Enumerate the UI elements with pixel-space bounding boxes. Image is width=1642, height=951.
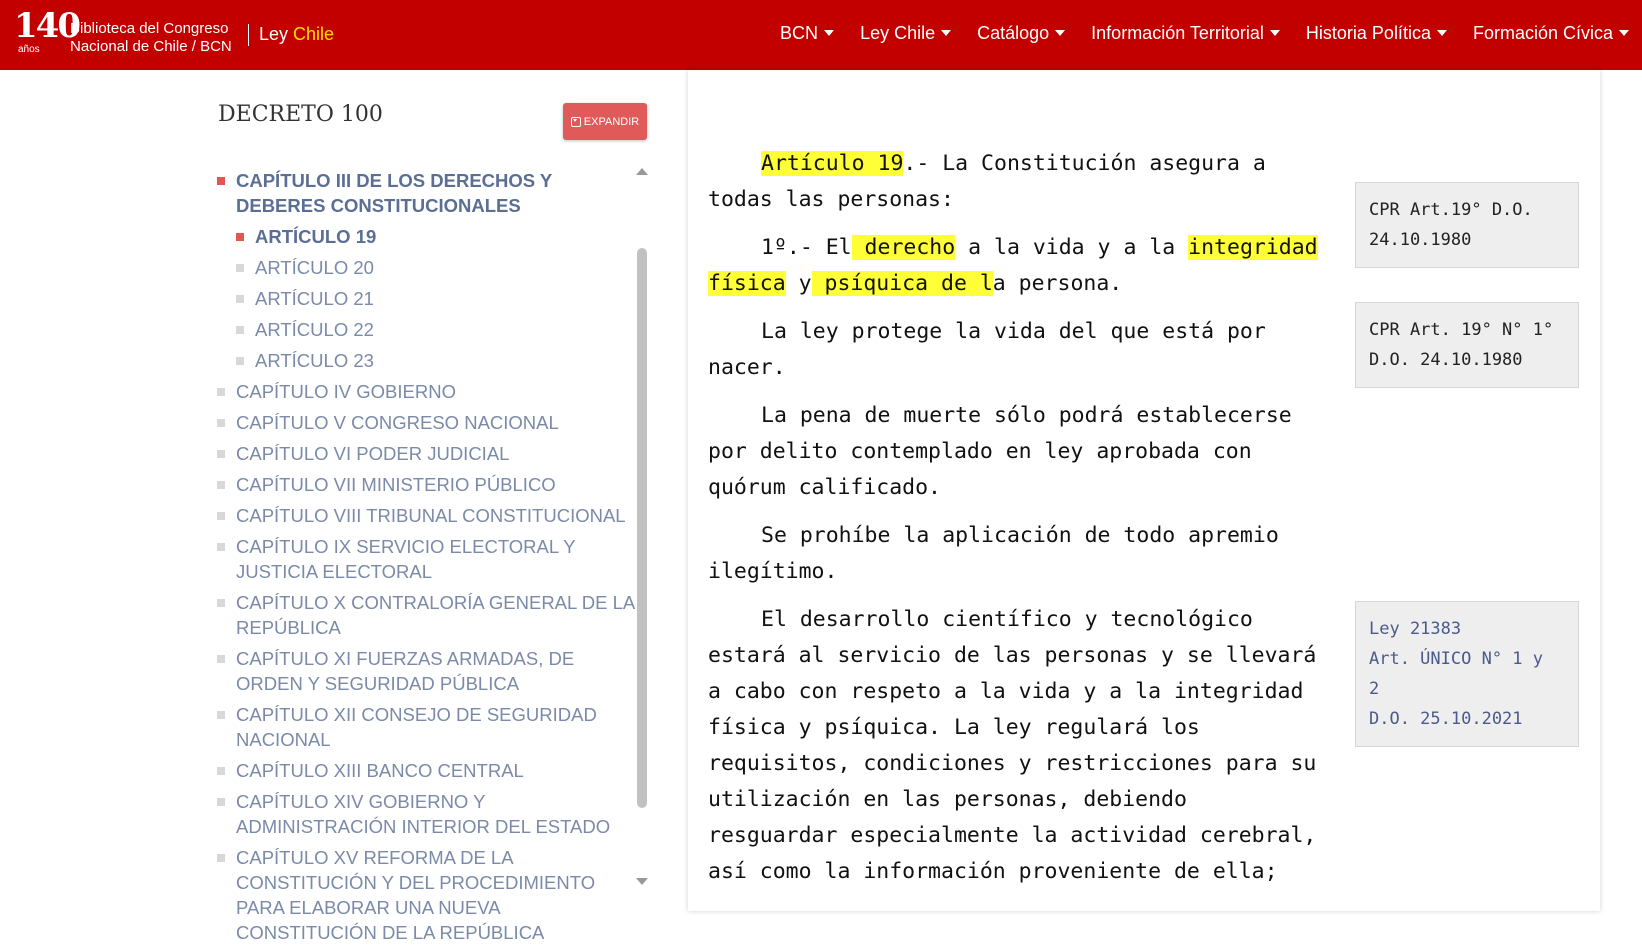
scroll-down-arrow-icon[interactable] [636,878,648,885]
toc-scrollbar-thumb[interactable] [637,248,647,808]
bullet-icon [217,655,225,663]
toc-item-label: CAPÍTULO IV GOBIERNO [236,381,456,402]
paragraph-text: El desarrollo científico y tecnológico estará al servicio de las personas y se llevará a cabo con respeto a la vida y a la integridad física y psíquica. La ley regulará los requisitos, condiciones y restricciones para su utilización en las personas, debiendo resguardar especialmente la actividad cerebral, así como la información proveniente de ella; [708,607,1317,884]
toc-item-capitulo-v[interactable] [216,410,636,435]
toc-item-capitulo-x[interactable] [216,590,636,640]
highlighted-text: integridad física [708,235,1318,296]
scroll-up-arrow-icon[interactable] [636,168,648,175]
paragraph-text: a persona. [992,271,1123,296]
bullet-icon [217,481,225,489]
toc-item-articulo-20[interactable] [216,255,636,280]
toc-item-label: CAPÍTULO XIV GOBIERNO Y ADMINISTRACIÓN INTERIOR DEL ESTADO [236,791,611,837]
chevron-down-icon [941,30,951,36]
toc-item-capitulo-vii[interactable] [216,472,636,497]
paragraph-text: Se prohíbe la aplicación de todo apremio ilegítimo. [708,523,1279,584]
margin-note-cpr-art19 [1355,182,1579,268]
bullet-icon [217,767,225,775]
bullet-icon [236,233,244,241]
paragraph-text: La pena de muerte sólo podrá establecerse por delito contemplado en ley aprobada con quórum calificado. [708,403,1292,500]
bullet-icon [217,798,225,806]
toc-item-capitulo-iii[interactable] [216,168,636,218]
paragraph-numeral-1 [708,230,1328,302]
chevron-down-icon [1437,30,1447,36]
toc-item-label: CAPÍTULO V CONGRESO NACIONAL [236,412,559,433]
bullet-icon [217,419,225,427]
toc-item-label: ARTÍCULO 22 [255,319,374,340]
logo-line-1: Biblioteca del Congreso [70,20,229,37]
paragraph-article-heading [708,146,1328,218]
bullet-icon [217,512,225,520]
highlighted-text: psíquica de l [811,271,993,296]
bullet-icon [217,599,225,607]
document-title: DECRETO 100 [218,102,383,127]
nav-formacion-civica-label: Formación Cívica [1472,22,1613,43]
paragraph-text: .- La Constitución asegura a todas las personas: [708,151,1266,212]
expand-icon [571,117,581,127]
nav-informacion-territorial-label: Información Territorial [1091,22,1264,43]
expand-button[interactable] [563,103,647,140]
note-line: CPR Art. 19° N° 1° [1369,320,1554,340]
logo-anos: años [18,44,40,55]
bullet-icon [217,854,225,862]
note-line: CPR Art.19° D.O. [1369,200,1533,220]
nav-catalogo[interactable] [964,23,1078,44]
note-line: 24.10.1980 [1369,230,1472,250]
chevron-down-icon [1619,30,1629,36]
bullet-icon [236,326,244,334]
toc-item-label: CAPÍTULO XV REFORMA DE LA CONSTITUCIÓN Y DEL PROCEDIMIENTO PARA ELABORAR UNA NUEVA CONSTITUCIÓN DE LA REPÚBLICA [236,847,596,943]
bullet-icon [236,295,244,303]
paragraph-vida-por-nacer [708,314,1328,386]
toc-item-label: CAPÍTULO X CONTRALORÍA GENERAL DE LA REPÚBLICA [236,592,635,638]
bullet-icon [236,264,244,272]
toc-item-label: CAPÍTULO XIII BANCO CENTRAL [236,760,524,781]
expand-button-label: EXPANDIR [583,115,640,128]
note-line: Art. ÚNICO N° 1 y [1369,649,1543,669]
main-nav [767,0,1642,66]
chevron-down-icon [824,30,834,36]
bullet-icon [217,543,225,551]
toc-item-capitulo-vi[interactable] [216,441,636,466]
toc-item-label: ARTÍCULO 23 [255,350,374,371]
nav-bcn-label: BCN [780,22,819,43]
toc-item-capitulo-xi[interactable] [216,646,636,696]
toc-item-articulo-21[interactable] [216,286,636,311]
toc-item-label: CAPÍTULO VII MINISTERIO PÚBLICO [236,474,556,495]
bullet-icon [217,450,225,458]
header-divider [248,24,249,46]
bcn-logo[interactable] [12,4,262,64]
brand-ley: Ley [259,24,289,44]
chevron-down-icon [1270,30,1280,36]
toc-item-label: CAPÍTULO XII CONSEJO DE SEGURIDAD NACIONAL [236,704,597,750]
nav-ley-chile[interactable] [847,23,964,44]
toc-item-articulo-19[interactable] [216,224,636,249]
bullet-icon [236,357,244,365]
margin-note-ley-21383[interactable] [1355,601,1579,747]
highlighted-text: Artículo 19 [761,151,904,176]
paragraph-text: a la vida y a la [955,235,1189,260]
toc-item-articulo-22[interactable] [216,317,636,342]
paragraph-pena-de-muerte [708,398,1328,506]
toc-item-capitulo-xiii[interactable] [216,758,636,783]
margin-note-cpr-art19-n1 [1355,302,1579,388]
top-header [0,0,1642,70]
toc-item-label: CAPÍTULO IX SERVICIO ELECTORAL Y JUSTICIA ELECTORAL [236,536,576,582]
highlighted-text: derecho [851,235,956,260]
article-text [708,146,1328,902]
toc-item-capitulo-xv[interactable] [216,845,636,945]
nav-historia-politica-label: Historia Política [1305,22,1431,43]
toc-item-capitulo-xii[interactable] [216,702,636,752]
chevron-down-icon [1055,30,1065,36]
nav-historia-politica[interactable] [1293,23,1460,44]
toc-item-label: ARTÍCULO 21 [255,288,374,309]
logo-line-2: Nacional de Chile / BCN [70,38,232,55]
toc-item-label: CAPÍTULO VIII TRIBUNAL CONSTITUCIONAL [236,505,626,526]
paragraph-text: La ley protege la vida del que está por nacer. [708,319,1266,380]
paragraph-text: 1º.- El [761,235,852,260]
toc-item-label: ARTÍCULO 20 [255,257,374,278]
note-line: 2 [1369,679,1380,699]
nav-catalogo-label: Catálogo [977,22,1050,43]
toc-item-articulo-23[interactable] [216,348,636,373]
bullet-icon [217,388,225,396]
nav-bcn[interactable] [767,23,847,44]
toc-item-capitulo-viii[interactable] [216,503,636,528]
bullet-icon [217,177,225,185]
brand-chile: Chile [293,24,335,44]
nav-ley-chile-label: Ley Chile [860,22,936,43]
nav-formacion-civica[interactable] [1460,23,1642,44]
paragraph-desarrollo-cientifico [708,602,1328,890]
toc-item-capitulo-iv[interactable] [216,379,636,404]
bullet-icon [217,711,225,719]
note-line: D.O. 24.10.1980 [1369,350,1523,370]
logo-number: 140 [14,6,79,46]
paragraph-text: y [785,271,812,296]
paragraph-apremio [708,518,1328,590]
toc-item-capitulo-xiv[interactable] [216,789,636,839]
table-of-contents [216,168,636,951]
logo-text [70,20,232,56]
toc-item-capitulo-ix[interactable] [216,534,636,584]
toc-item-label: CAPÍTULO III DE LOS DERECHOS Y DEBERES CONSTITUCIONALES [236,170,552,216]
toc-item-label: CAPÍTULO VI PODER JUDICIAL [236,443,510,464]
toc-item-label: ARTÍCULO 19 [255,226,377,247]
nav-informacion-territorial[interactable] [1078,23,1293,44]
note-line: Ley 21383 [1369,619,1462,639]
note-line: D.O. 25.10.2021 [1369,709,1523,729]
toc-item-label: CAPÍTULO XI FUERZAS ARMADAS, DE ORDEN Y SEGURIDAD PÚBLICA [236,648,575,694]
ley-chile-brand[interactable] [259,24,334,45]
